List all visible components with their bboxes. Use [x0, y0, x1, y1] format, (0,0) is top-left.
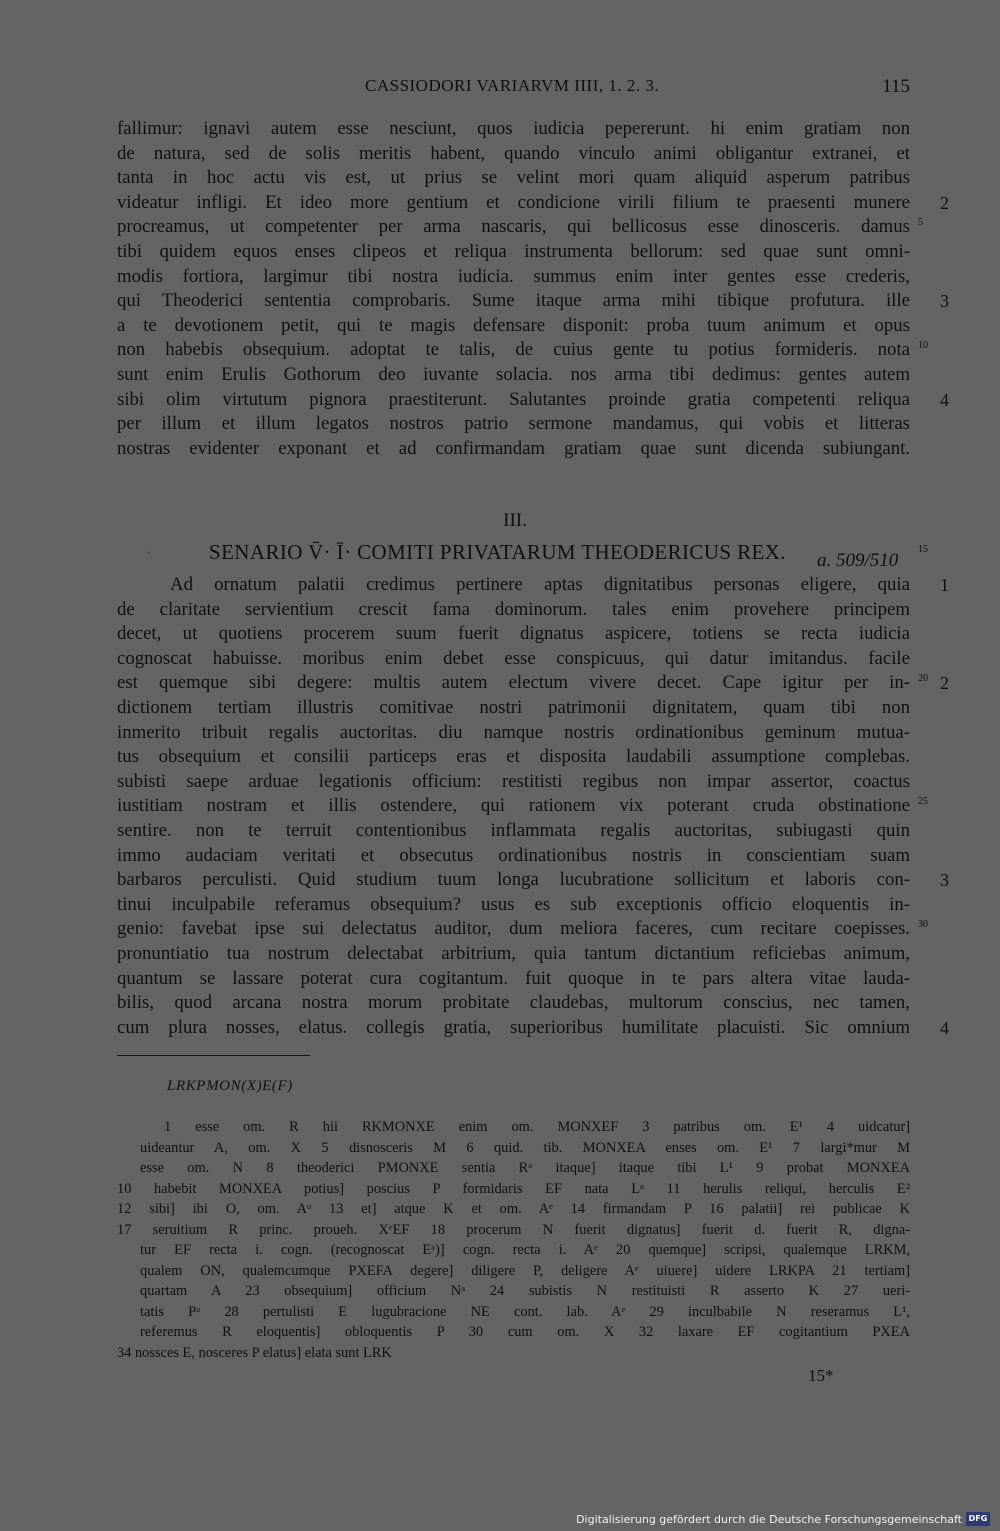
apparatus-line: 12 sibi] ibi O, om. Aᵒ 13 et] atque K et om. Aᵉ 14 firmandam P 16 palatii] rei publicae K [117, 1201, 910, 1217]
line-text: modis fortiora, largimur tibi nostra iudicia. summus enim inter gentes esse crederis, [117, 265, 910, 287]
line-text: videatur infligi. Et ideo more gentium et condicione virili filium te praesenti munere [117, 191, 910, 213]
text-line [117, 437, 910, 462]
line-text: decet, ut quotiens procerem suum fuerit dignatus aspicere, totiens se recta iudicia [117, 623, 910, 645]
apparatus-line: 17 seruitium R princ. proueh. XᵉEF 18 procerum N fuerit dignatus] fuerit d. fuerit R, digna- [117, 1221, 910, 1238]
apparatus-line: qualem ON, qualemcumque PXEFA degere] diligere P, deligere Aᵉ uiuere] uidere LRKPA 21 tertiam] [140, 1262, 910, 1279]
line-number: 10 [918, 340, 928, 352]
text-line [117, 314, 910, 339]
text-line [117, 215, 923, 240]
footer-bar [0, 1509, 1000, 1531]
line-number: 15 [918, 544, 928, 555]
chapter-text-block [117, 573, 949, 1040]
apparatus-line: uideantur A, om. X 5 disnosceris M 6 quid. tib. MONXEA enses om. E¹ 7 largi*mur M [140, 1139, 910, 1156]
text-line [117, 647, 910, 672]
text-line [117, 598, 910, 623]
line-text: procreamus, ut competenter per arma nascaris, qui bellicosus esse dinosceris. damus [117, 216, 910, 238]
paragraph-number: 3 [940, 291, 949, 312]
line-number: 25 [918, 796, 928, 808]
line-text: fallimur: ignavi autem esse nesciunt, quos iudicia pepererunt. hi enim gratiam non [117, 118, 910, 139]
line-number: 30 [918, 919, 928, 931]
line-text: tanta in hoc actu vis est, ut prius se velint mori quam aliquid asperum patribus [117, 167, 910, 189]
line-text: sunt enim Erulis Gothorum deo iuvante solacia. nos arma tibi dedimus: gentes autem [117, 363, 910, 385]
text-line [117, 412, 910, 437]
apparatus-line: esse om. N 8 theoderici PMONXE sentia Rᵃ itaque] itaque tibi L¹ 9 probat MONXEA [140, 1160, 910, 1176]
text-line [117, 770, 910, 795]
signature-mark: 15* [808, 1366, 834, 1385]
text-line [117, 721, 910, 746]
line-text: genio: favebat ipse sui delectatus auditor, dum meliora faceres, cum recitare coepisses. [117, 918, 910, 940]
chapter-heading [117, 540, 928, 571]
footnote-rule [117, 1055, 310, 1057]
text-line [117, 142, 910, 167]
apparatus-line: 34 nossces E, nosceres P elatus] elata sunt LRK [117, 1344, 392, 1361]
line-text: tinui inculpabile referamus obsequium? usus es sub exceptionis officio eloquentis in- [117, 893, 910, 915]
paragraph-number: 4 [940, 1017, 949, 1038]
apparatus-line: 10 habebit MONXEA potius] poscius P formidaris EF nata Lᵃ 11 herulis reliqui, herculis E² [117, 1180, 910, 1197]
text-line [117, 917, 928, 942]
line-text: tus obsequium et consilii particeps eras et disposita laudabili assumptione complebas. [117, 746, 910, 768]
apparatus-line: tur EF recta i. cogn. (recognoscat Eᵃ)] cogn. recta i. Aᵉ 20 quemque] scripsi, qualemque LRKM, [140, 1242, 910, 1258]
line-text: de natura, sed de solis meritis habent, quando vinculo animi obligantur extranei, et [117, 142, 910, 164]
line-text: a te devotionem petit, qui te magis defensare disponit: proba tuum animum et opus [117, 314, 910, 336]
paragraph-number: 2 [940, 192, 949, 213]
paragraph-number: 2 [940, 673, 949, 694]
text-line [117, 819, 910, 844]
text-line [117, 622, 910, 647]
line-text: est quemque sibi degere: multis autem electum vivere decet. Cape igitur per in- [117, 672, 910, 694]
text-line [117, 844, 910, 869]
line-text: de claritate servientium crescit fama dominorum. tales enim provehere principem [117, 598, 910, 620]
line-text: dictionem tertiam illustris comitivae nostri patrimonii dignitatem, quam tibi non [117, 696, 910, 718]
manuscript-sigla: LRKPMON(X)E(F) [167, 1078, 293, 1094]
text-line [117, 117, 910, 142]
line-text: bilis, quod arcana nostra morum probitate claudebas, multorum conscius, nec tamen, [117, 992, 910, 1014]
line-text: per illum et illum legatos nostros patrio sermone mandamus, qui vobis et litteras [117, 413, 910, 435]
text-line [117, 868, 949, 893]
funding-notice: Digitalisierung gefördert durch die Deutsche Forschungsgemeinschaft [576, 1513, 962, 1526]
line-text: Ad ornatum palatii credimus pertinere aptas dignitatibus personas eligere, quia [170, 574, 910, 595]
line-text: quantum se lassare poterat cura cogitantum. fuit quoque in te pars altera vitae lauda- [117, 967, 910, 989]
text-line [117, 696, 910, 721]
text-line [117, 942, 910, 967]
line-text: qui Theoderici sententia comprobaris. Sume itaque arma mihi tibique profutura. ille [117, 290, 910, 312]
heading-bullet: · [147, 548, 151, 559]
main-text-block [117, 117, 949, 461]
text-line [117, 338, 928, 363]
text-line [117, 191, 949, 216]
text-line [117, 166, 910, 191]
paragraph-number: 1 [940, 575, 949, 595]
line-text: cognoscat habuisse. moribus enim debet esse conspicuus, qui datur imitandus. facile [117, 647, 910, 669]
line-text: non habebis obsequium. adoptat te talis, de cuius gente tu potius formideris. nota [117, 339, 910, 361]
line-number: 5 [918, 217, 923, 229]
text-line [117, 265, 910, 290]
critical-apparatus [117, 1117, 910, 1363]
page-number: 115 [882, 76, 910, 97]
text-line [117, 991, 910, 1016]
text-line [117, 573, 949, 598]
paragraph-number: 4 [940, 389, 949, 410]
text-line [117, 388, 949, 413]
text-line [117, 671, 949, 696]
text-line [117, 794, 928, 819]
text-line [117, 745, 910, 770]
apparatus-line: quartam A 23 obsequium] officium Nᵃ 24 subistis N restituisti R asserto K 27 ueri- [140, 1283, 910, 1299]
line-text: iustitiam nostram et illis ostendere, qui rationem vix poterant cruda obstinatione [117, 795, 910, 817]
text-line [117, 289, 949, 314]
text-line [117, 967, 910, 992]
apparatus-line: 1 esse om. R hii RKMONXE enim om. MONXEF 3 patribus om. E¹ 4 uidcatur] [164, 1119, 910, 1135]
line-number: 20 [918, 673, 928, 685]
line-text: inmerito tribuit regalis auctoritas. diu namque nostris ordinationibus geminum mutua- [117, 721, 910, 743]
line-text: sentire. non te terruit contentionibus inflammata regalis auctoritas, subiugasti quin [117, 819, 910, 841]
line-text: tibi quidem equos enses clipeos et reliqua instrumenta bellorum: sed quae sunt omni- [117, 240, 910, 262]
line-text: pronuntiatio tua nostrum delectabat arbitrium, quia tantum dictantium reficiebas animum, [117, 942, 910, 964]
line-text: subisti saepe arduae legationis officium: restitisti regibus non impar assertor, coactus [117, 770, 910, 792]
line-text: sibi olim virtutum pignora praestiterunt. Salutantes proinde gratia competenti reliqua [117, 388, 910, 410]
running-head: CASSIODORI VARIARVM IIII, 1. 2. 3. [365, 76, 660, 95]
page-header [117, 76, 910, 100]
text-line [117, 240, 910, 265]
chapter-date: a. 509/510 [817, 550, 899, 571]
line-text: immo audaciam veritati et obsecutus ordinationibus nostris in conscientiam suam [117, 844, 910, 866]
paragraph-number: 3 [940, 870, 949, 891]
line-text: nostras evidenter exponant et ad confirmandam gratiam quae sunt dicenda subiungant. [117, 437, 910, 459]
text-line [117, 363, 910, 388]
line-text: cum plura nosses, elatus. collegis gratia, superioribus humilitate placuisti. Sic omnium [117, 1016, 910, 1038]
apparatus-line: referemus R eloquentis] obloquentis P 30 cum om. X 32 laxare EF cogitantium PXEA [140, 1324, 910, 1340]
dfg-logo: DFG [966, 1512, 990, 1526]
text-line [117, 1016, 949, 1041]
text-line [117, 893, 910, 918]
chapter-number: III. [503, 510, 527, 531]
apparatus-line: tatis Pᵃ 28 pertulisti E lugubracione NE cont. lab. Aᵉ 29 inculbabile N reseramus L¹, [140, 1303, 910, 1320]
line-text: barbaros perculisti. Quid studium tuum longa lucubratione sollicitum et laboris con- [117, 869, 910, 891]
chapter-title: SENARIO V̄· Ī· COMITI PRIVATARUM THEODERICUS REX. [209, 540, 786, 564]
